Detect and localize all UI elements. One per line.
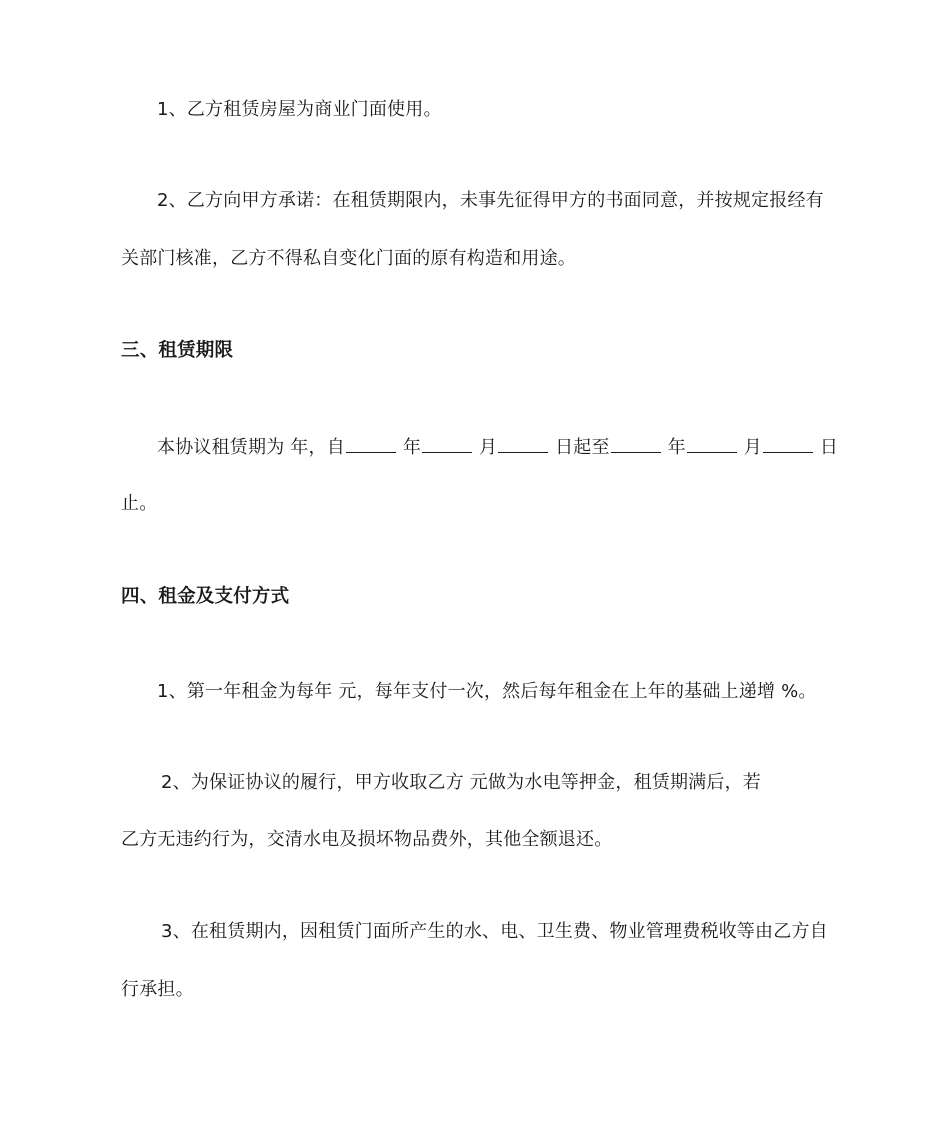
end-day-label: 日 <box>819 437 839 458</box>
lease-term-heading: 三、租赁期限 <box>121 340 234 361</box>
fees-clause-line-2: 行承担。 <box>121 979 194 1000</box>
end-month-blank <box>687 436 737 453</box>
start-month-label: 月 <box>478 437 498 458</box>
start-day-label: 日起至 <box>555 437 610 458</box>
start-year-blank <box>346 436 396 453</box>
start-month-blank <box>422 436 472 453</box>
lease-term-line-1 <box>157 436 839 459</box>
deposit-clause-line-1: 2、为保证协议的履行，甲方收取乙方 元做为水电等押金，租赁期满后，若 <box>161 772 761 793</box>
promise-clause-line-2: 关部门核准，乙方不得私自变化门面的原有构造和用途。 <box>121 248 576 269</box>
end-month-label: 月 <box>743 437 762 458</box>
usage-clause: 1、乙方租赁房屋为商业门面使用。 <box>157 99 442 120</box>
rent-payment-heading: 四、租金及支付方式 <box>121 586 290 607</box>
lease-term-line-2: 止。 <box>121 493 158 514</box>
deposit-clause-line-2: 乙方无违约行为，交清水电及损坏物品费外，其他全额退还。 <box>121 829 613 850</box>
end-year-blank <box>611 436 661 453</box>
start-year-label: 年 <box>402 437 422 458</box>
end-year-label: 年 <box>667 437 686 458</box>
rent-clause-1: 1、第一年租金为每年 元，每年支付一次，然后每年租金在上年的基础上递增 %。 <box>157 681 817 702</box>
start-day-blank <box>498 436 548 453</box>
lease-term-prefix: 本协议租赁期为 年，自 <box>157 437 345 458</box>
end-day-blank <box>763 436 813 453</box>
fees-clause-line-1: 3、在租赁期内，因租赁门面所产生的水、电、卫生费、物业管理费税收等由乙方自 <box>161 921 828 942</box>
promise-clause-line-1: 2、乙方向甲方承诺：在租赁期限内，未事先征得甲方的书面同意，并按规定报经有 <box>157 190 824 211</box>
